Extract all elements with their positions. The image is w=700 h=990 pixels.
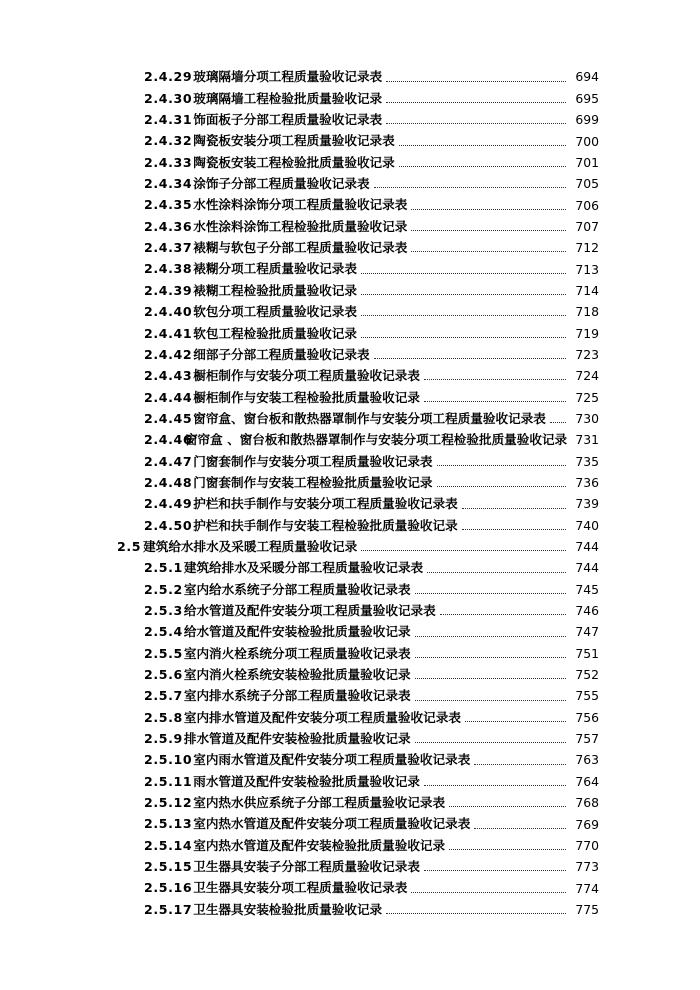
toc-entry-page-number: 752: [575, 667, 599, 683]
toc-entry[interactable]: [0, 835, 700, 856]
toc-entry-page-number: 769: [575, 816, 599, 832]
dot-leader: [424, 869, 566, 871]
toc-entry[interactable]: [0, 793, 700, 814]
toc-entry-number: 2.4.43: [144, 368, 193, 384]
toc-entry-number: 2.4.39: [144, 282, 193, 298]
toc-entry[interactable]: [0, 344, 700, 365]
toc-entry-number: 2.5.6: [144, 667, 183, 682]
toc-entry-number: 2.5: [117, 538, 142, 554]
toc-entry-title: 玻璃隔墙分项工程质量验收记录表: [193, 69, 383, 85]
toc-entry-title: 建筑给排水及采暖分部工程质量验收记录表: [183, 560, 424, 576]
dot-leader: [415, 741, 566, 743]
toc-entry-number: 2.5.4: [144, 624, 183, 640]
toc-entry-number: 2.4.32: [144, 133, 193, 149]
toc-entry[interactable]: [0, 387, 700, 408]
toc-entry-title: 卫生器具安装分项工程质量验收记录表: [193, 880, 408, 896]
toc-entry-number: 2.4.49: [144, 496, 193, 512]
toc-entry-page-number: 773: [575, 859, 599, 875]
toc-entry[interactable]: [0, 152, 700, 173]
dot-leader: [437, 464, 566, 466]
dot-leader: [474, 763, 566, 765]
toc-entry-number: 2.5.15: [144, 859, 193, 875]
dot-leader: [474, 827, 566, 829]
toc-entry-number: 2.4.44: [144, 389, 193, 405]
toc-entry-title: 窗帘盒 、窗台板和散热器罩制作与安装分项工程检验批质量验收记录: [184, 432, 568, 448]
toc-entry-number: 2.4.47: [144, 453, 193, 469]
toc-entry[interactable]: [0, 750, 700, 771]
dot-leader: [361, 272, 566, 274]
toc-entry[interactable]: [0, 878, 700, 899]
toc-entry[interactable]: [0, 216, 700, 237]
dot-leader: [462, 507, 566, 509]
toc-entry-title: 门窗套制作与安装工程检验批质量验收记录: [193, 474, 433, 490]
toc-entry[interactable]: [0, 729, 700, 750]
toc-entry-page-number: 768: [575, 795, 599, 811]
toc-entry-page-number: 757: [575, 731, 599, 747]
toc-entry-title: 裱糊分项工程质量验收记录表: [193, 261, 357, 277]
toc-entry[interactable]: [0, 622, 700, 643]
toc-entry-page-number: 725: [575, 389, 599, 405]
toc-entry-title: 门窗套制作与安装分项工程质量验收记录表: [193, 453, 433, 469]
toc-entry[interactable]: [0, 857, 700, 878]
toc-entry-number: 2.4.31: [144, 112, 193, 128]
toc-entry-title: 室内热水供应系统子分部工程质量验收记录表: [193, 795, 446, 811]
toc-entry-page-number: 745: [575, 581, 599, 597]
toc-entry-page-number: 714: [575, 282, 599, 298]
toc-entry-title: 玻璃隔墙工程检验批质量验收记录: [193, 90, 383, 106]
dot-leader: [427, 571, 566, 573]
toc-entry-title: 橱柜制作与安装分项工程质量验收记录表: [193, 368, 420, 384]
toc-entry-number: 2.4.33: [144, 154, 193, 170]
toc-entry-number: 2.4.40: [144, 304, 193, 320]
toc-entry-title: 饰面板子分部工程质量验收记录表: [193, 112, 383, 128]
toc-entry-title: 建筑给水排水及采暖工程质量验收记录: [143, 538, 358, 554]
dot-leader: [424, 784, 566, 786]
toc-entry[interactable]: [0, 451, 700, 472]
toc-entry-number: 2.5.10: [144, 752, 193, 768]
dot-leader: [449, 805, 566, 807]
toc-entry-page-number: 756: [575, 709, 599, 725]
toc-entry-page-number: 694: [575, 69, 599, 85]
toc-entry-title: 水性涂料涂饰分项工程质量验收记录表: [193, 197, 408, 213]
toc-entry-title: 室内热水管道及配件安装分项工程质量验收记录表: [193, 816, 471, 832]
toc-entry[interactable]: [0, 174, 700, 195]
toc-entry-page-number: 770: [575, 837, 599, 853]
toc-entry[interactable]: [0, 707, 700, 728]
dot-leader: [399, 144, 566, 146]
toc-entry-title: 给水管道及配件安装分项工程质量验收记录表: [183, 602, 436, 618]
toc-entry[interactable]: [0, 280, 700, 301]
toc-entry-title: 窗帘盒、窗台板和散热器罩制作与安装分项工程质量验收记录表: [193, 410, 546, 426]
dot-leader: [374, 357, 566, 359]
toc-entry-title: 护栏和扶手制作与安装工程检验批质量验收记录: [193, 517, 458, 533]
toc-entry[interactable]: [0, 238, 700, 259]
toc-entry-title: 卫生器具安装子分部工程质量验收记录表: [193, 859, 420, 875]
toc-entry[interactable]: [0, 323, 700, 344]
dot-leader: [374, 186, 566, 188]
toc-entry-page-number: 724: [575, 368, 599, 384]
toc-entry-page-number: 723: [575, 346, 599, 362]
toc-entry[interactable]: [0, 366, 700, 387]
dot-leader: [361, 293, 566, 295]
toc-entry-page-number: 719: [575, 325, 599, 341]
toc-entry[interactable]: [0, 814, 700, 835]
toc-entry-title: 水性涂料涂饰工程检验批质量验收记录: [193, 218, 408, 234]
toc-entry[interactable]: [0, 195, 700, 216]
toc-entry-page-number: 735: [575, 453, 599, 469]
dot-leader: [361, 549, 566, 551]
toc-entry-title: 橱柜制作与安装工程检验批质量验收记录: [193, 389, 420, 405]
toc-entry-page-number: 740: [575, 517, 599, 533]
toc-entry[interactable]: [0, 643, 700, 664]
dot-leader: [437, 485, 566, 487]
toc-entry-page-number: 739: [575, 496, 599, 512]
toc-entry[interactable]: [0, 430, 700, 451]
toc-entry-number: 2.5.16: [144, 880, 193, 896]
toc-entry-page-number: 774: [575, 880, 599, 896]
toc-entry-page-number: 695: [575, 90, 599, 106]
dot-leader: [399, 165, 566, 167]
toc-entry[interactable]: [0, 665, 700, 686]
toc-entry[interactable]: [0, 515, 700, 536]
toc-entry-number: 2.4.35: [144, 197, 193, 213]
toc-entry-title: 软包分项工程质量验收记录表: [193, 304, 357, 320]
toc-entry[interactable]: [0, 494, 700, 515]
dot-leader: [411, 229, 566, 231]
dot-leader: [424, 400, 566, 402]
toc-entry-page-number: 744: [575, 539, 599, 555]
dot-leader: [440, 613, 566, 615]
toc-entry-number: 2.4.38: [144, 261, 193, 277]
dot-leader: [415, 656, 566, 658]
toc-entry-number: 2.4.41: [144, 325, 193, 341]
toc-entry-page-number: 701: [575, 154, 599, 170]
toc-entry-page-number: 700: [575, 133, 599, 149]
toc-entry[interactable]: [0, 899, 700, 920]
toc-entry-number: 2.4.34: [144, 176, 193, 192]
toc-entry-page-number: 699: [575, 112, 599, 128]
dot-leader: [386, 101, 566, 103]
toc-entry-number: 2.4.46: [144, 432, 193, 448]
toc-entry[interactable]: [0, 88, 700, 109]
toc-entry[interactable]: [0, 771, 700, 792]
toc-entry-number: 2.5.7: [144, 688, 183, 704]
toc-entry-title: 室内消火栓系统分项工程质量验收记录表: [183, 645, 411, 661]
toc-entry-number: 2.4.45: [144, 410, 193, 426]
dot-leader: [449, 848, 566, 850]
toc-entry-page-number: 718: [575, 304, 599, 320]
toc-entry[interactable]: [0, 259, 700, 280]
toc-entry-page-number: 763: [575, 752, 599, 768]
toc-entry-page-number: 707: [575, 218, 599, 234]
toc-entry-title: 裱糊工程检验批质量验收记录: [193, 282, 357, 298]
toc-entry-number: 2.4.42: [144, 346, 193, 362]
toc-entry-title: 陶瓷板安装分项工程质量验收记录表: [193, 133, 395, 149]
toc-entry-title: 排水管道及配件安装检验批质量验收记录: [183, 731, 411, 747]
toc-entry-title: 雨水管道及配件安装检验批质量验收记录: [193, 773, 420, 789]
toc-entry-number: 2.5.13: [144, 816, 193, 832]
toc-entry-number: 2.4.50: [144, 517, 193, 533]
toc-entry[interactable]: [0, 473, 700, 494]
toc-entry-page-number: 747: [575, 624, 599, 640]
dot-leader: [462, 528, 566, 530]
toc-entry[interactable]: [0, 67, 700, 88]
toc-entry-title: 裱糊与软包子分部工程质量验收记录表: [193, 240, 408, 256]
toc-entry-number: 2.5.2: [144, 581, 183, 597]
toc-entry-page-number: 751: [575, 645, 599, 661]
dot-leader: [424, 378, 566, 380]
toc-entry-title: 室内雨水管道及配件安装分项工程质量验收记录表: [193, 752, 471, 768]
dot-leader: [386, 912, 566, 914]
toc-entry-page-number: 712: [575, 240, 599, 256]
dot-leader: [361, 336, 566, 338]
toc-entry-number: 2.5.9: [144, 731, 183, 747]
toc-entry-number: 2.4.29: [144, 69, 193, 85]
dot-leader: [415, 699, 566, 701]
toc-entry-number: 2.5.11: [144, 773, 193, 789]
dot-leader: [386, 122, 566, 124]
toc-entry-page-number: 730: [575, 410, 599, 426]
toc-entry-number: 2.4.30: [144, 90, 193, 106]
dot-leader: [415, 635, 566, 637]
toc-entry[interactable]: [0, 409, 700, 430]
toc-entry-page-number: 713: [575, 261, 599, 277]
toc-entry-number: 2.4.48: [144, 474, 193, 490]
toc-entry-title: 涂饰子分部工程质量验收记录表: [193, 176, 370, 192]
toc-entry-page-number: 731: [575, 432, 599, 448]
toc-entry-title: 护栏和扶手制作与安装分项工程质量验收记录表: [193, 496, 458, 512]
toc-entry-number: 2.5.8: [144, 709, 183, 725]
toc-entry-number: 2.5.14: [144, 837, 193, 853]
toc-entry-number: 2.5.3: [144, 602, 183, 618]
toc-entry[interactable]: [0, 131, 700, 152]
dot-leader: [465, 720, 566, 722]
toc-entry-page-number: 744: [575, 560, 599, 576]
toc-entry-page-number: 736: [575, 475, 599, 490]
toc-entry-title: 陶瓷板安装工程检验批质量验收记录: [193, 154, 395, 170]
toc-entry-number: 2.4.36: [144, 218, 193, 234]
toc-entry-page-number: 746: [575, 603, 599, 619]
toc-entry-number: 2.4.37: [144, 240, 193, 256]
toc-section-heading[interactable]: [0, 537, 700, 558]
toc-entry[interactable]: [0, 579, 700, 600]
toc-entry-title: 软包工程检验批质量验收记录: [193, 325, 357, 341]
dot-leader: [361, 314, 566, 316]
dot-leader: [411, 208, 566, 210]
toc-entry[interactable]: [0, 558, 700, 579]
toc-entry-number: 2.5.17: [144, 901, 193, 917]
toc-entry-title: 室内给水系统子分部工程质量验收记录表: [183, 581, 411, 597]
toc-entry-page-number: 705: [575, 176, 599, 192]
dot-leader: [415, 592, 566, 594]
toc-entry[interactable]: [0, 601, 700, 622]
table-of-contents: [0, 67, 700, 921]
toc-entry-page-number: 764: [575, 773, 599, 789]
toc-entry-title: 室内消火栓系统安装检验批质量验收记录: [183, 667, 411, 682]
toc-entry[interactable]: [0, 302, 700, 323]
toc-entry-number: 2.5.12: [144, 795, 193, 811]
toc-entry-number: 2.5.5: [144, 645, 183, 661]
toc-entry-title: 细部子分部工程质量验收记录表: [193, 346, 370, 362]
dot-leader: [411, 891, 566, 893]
dot-leader: [411, 250, 566, 252]
toc-entry-title: 室内排水管道及配件安装分项工程质量验收记录表: [183, 709, 461, 725]
dot-leader: [415, 677, 566, 679]
dot-leader: [386, 80, 566, 82]
toc-entry-page-number: 775: [575, 901, 599, 917]
toc-entry-title: 给水管道及配件安装检验批质量验收记录: [183, 624, 411, 640]
toc-entry[interactable]: [0, 686, 700, 707]
toc-entry-page-number: 706: [575, 197, 599, 213]
toc-entry[interactable]: [0, 110, 700, 131]
toc-entry-title: 室内热水管道及配件安装检验批质量验收记录: [193, 837, 446, 853]
toc-entry-title: 室内排水系统子分部工程质量验收记录表: [183, 688, 411, 704]
toc-entry-number: 2.5.1: [144, 560, 183, 576]
toc-entry-page-number: 755: [575, 688, 599, 704]
dot-leader: [550, 421, 566, 423]
toc-entry-title: 卫生器具安装检验批质量验收记录: [193, 901, 383, 917]
